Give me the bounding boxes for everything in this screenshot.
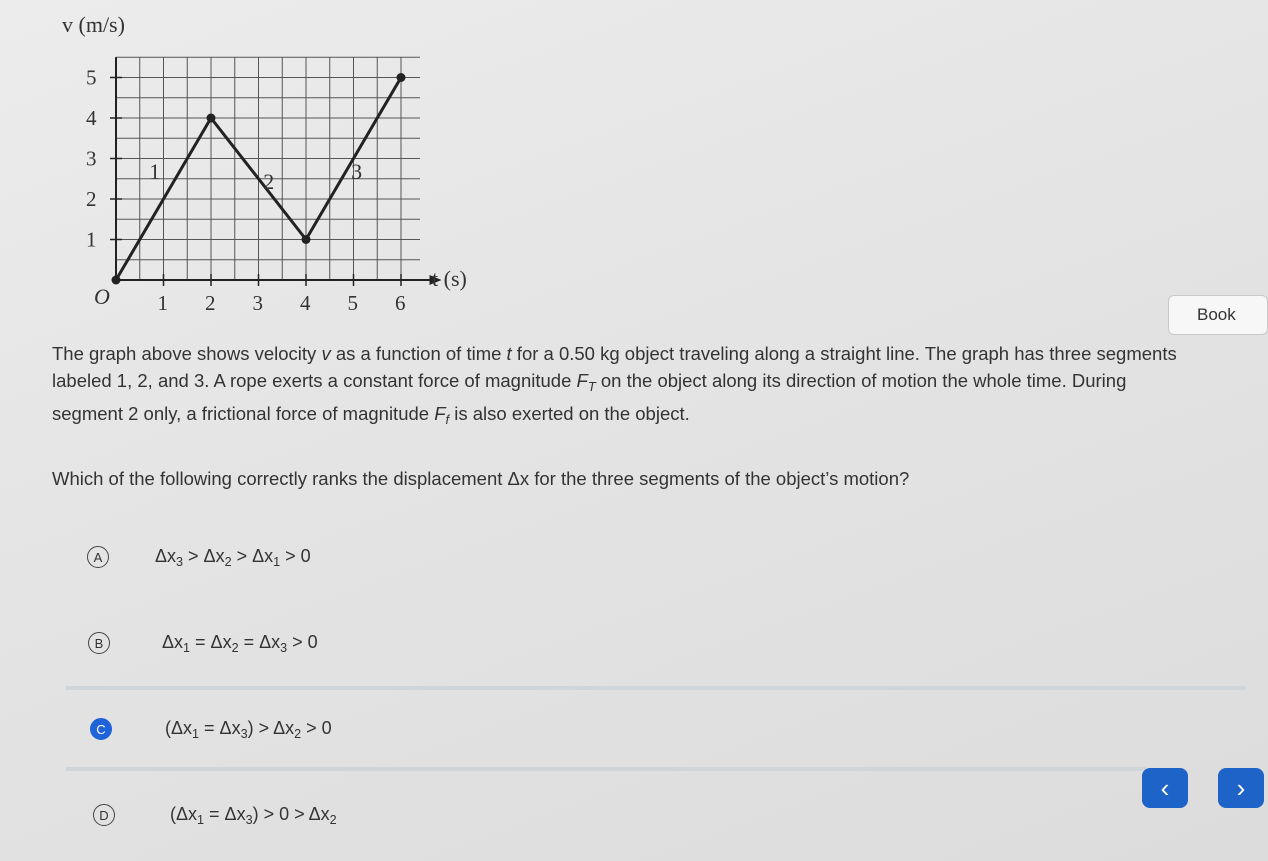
var-FT-sub: T bbox=[587, 378, 596, 394]
choice-letter-d[interactable]: D bbox=[93, 804, 115, 826]
x-tick-label: 6 bbox=[395, 291, 406, 315]
x-tick-label: 2 bbox=[205, 291, 216, 315]
expr-part: Δx bbox=[155, 545, 177, 566]
subscript: 1 bbox=[192, 726, 200, 741]
subscript: 2 bbox=[329, 812, 337, 827]
expr-part: = Δx bbox=[199, 717, 241, 738]
subscript: 3 bbox=[176, 554, 184, 569]
origin-label: O bbox=[94, 284, 110, 309]
chevron-left-icon: ‹ bbox=[1160, 772, 1170, 803]
data-point bbox=[112, 276, 121, 285]
segment-label-1: 1 bbox=[149, 158, 161, 184]
expr-part: = Δx bbox=[204, 803, 246, 824]
choice-text bbox=[155, 546, 311, 569]
expr-part: > Δx bbox=[231, 545, 274, 566]
subscript: 2 bbox=[231, 640, 239, 655]
y-tick-label: 1 bbox=[86, 227, 97, 252]
expr-part: > Δx bbox=[183, 545, 225, 566]
choice-text bbox=[165, 718, 332, 741]
choice-a[interactable] bbox=[87, 542, 355, 572]
x-tick-label: 1 bbox=[157, 291, 168, 315]
data-point bbox=[207, 114, 216, 123]
previous-button[interactable] bbox=[1142, 768, 1188, 808]
choice-letter-c[interactable]: C bbox=[90, 718, 112, 740]
text-span: segment 2 only, a frictional force of magnitude bbox=[52, 402, 435, 424]
divider bbox=[66, 767, 1146, 771]
text-span: The graph above shows velocity bbox=[52, 343, 322, 364]
expr-part: = Δx bbox=[190, 631, 232, 652]
x-tick-label: 5 bbox=[347, 291, 358, 315]
subscript: 3 bbox=[240, 726, 248, 741]
var-Ff-sub: f bbox=[445, 411, 450, 427]
problem-description bbox=[52, 340, 1252, 433]
text-span: is also exerted on the object. bbox=[449, 402, 690, 424]
text-span: as a function of time bbox=[330, 343, 507, 364]
x-axis-label: t (s) bbox=[432, 266, 467, 291]
expr-part: Δx bbox=[162, 631, 184, 652]
subscript: 1 bbox=[273, 554, 281, 569]
var-v: v bbox=[321, 343, 331, 364]
question-text: Which of the following correctly ranks the displacement Δx for the three segments of the object’s motion? bbox=[52, 468, 910, 489]
segment-label-2: 2 bbox=[263, 168, 275, 194]
choice-letter-b[interactable]: B bbox=[88, 632, 110, 654]
expr-part: > 0 bbox=[280, 545, 311, 566]
text-span: on the object along its direction of motion the whole time. During bbox=[595, 370, 1127, 391]
divider bbox=[66, 686, 1246, 690]
chevron-right-icon: › bbox=[1236, 772, 1246, 803]
expr-part: (Δx bbox=[170, 803, 198, 824]
choice-d[interactable] bbox=[93, 800, 370, 830]
y-tick-label: 2 bbox=[86, 187, 97, 211]
problem-line-1 bbox=[52, 340, 1252, 367]
subscript: 1 bbox=[183, 640, 191, 655]
expr-part: > 0 bbox=[301, 717, 332, 738]
expr-part: ) > 0 > Δx bbox=[252, 803, 330, 824]
next-button[interactable] bbox=[1218, 768, 1264, 808]
x-tick-label: 3 bbox=[252, 291, 263, 315]
problem-line-3 bbox=[52, 400, 1252, 433]
subscript: 3 bbox=[280, 640, 288, 655]
choice-c[interactable] bbox=[90, 714, 365, 744]
bookmark-button[interactable]: Book bbox=[1168, 295, 1268, 335]
subscript: 1 bbox=[197, 812, 205, 827]
x-tick-label: 4 bbox=[300, 291, 311, 315]
choice-text bbox=[162, 632, 318, 655]
text-span: for a 0.50 kg object traveling along a straight line. The graph has three segments bbox=[511, 343, 1177, 364]
subscript: 3 bbox=[245, 812, 253, 827]
choice-b[interactable] bbox=[88, 628, 362, 658]
segment-label-3: 3 bbox=[351, 158, 363, 184]
graph-tick-labels bbox=[86, 66, 406, 316]
choice-text bbox=[170, 804, 337, 827]
text-span: labeled 1, 2, and 3. A rope exerts a constant force of magnitude bbox=[52, 370, 577, 391]
subscript: 2 bbox=[224, 554, 232, 569]
y-axis-label: v (m/s) bbox=[62, 12, 125, 37]
problem-line-2 bbox=[52, 367, 1252, 400]
var-t: t bbox=[506, 343, 512, 364]
var-Ff: F bbox=[434, 402, 446, 424]
y-tick-label: 5 bbox=[86, 65, 97, 90]
y-tick-label: 3 bbox=[86, 146, 97, 171]
subscript: 2 bbox=[294, 726, 302, 741]
expr-part: = Δx bbox=[238, 631, 281, 652]
velocity-time-graph bbox=[0, 0, 500, 330]
expr-part: > 0 bbox=[287, 631, 318, 652]
expr-part: ) > Δx bbox=[247, 717, 295, 738]
data-point bbox=[302, 235, 311, 244]
var-FT: F bbox=[576, 370, 588, 391]
expr-part: (Δx bbox=[165, 717, 193, 738]
y-tick-label: 4 bbox=[86, 106, 97, 130]
choice-letter-a[interactable]: A bbox=[87, 546, 109, 568]
data-point bbox=[397, 73, 406, 82]
